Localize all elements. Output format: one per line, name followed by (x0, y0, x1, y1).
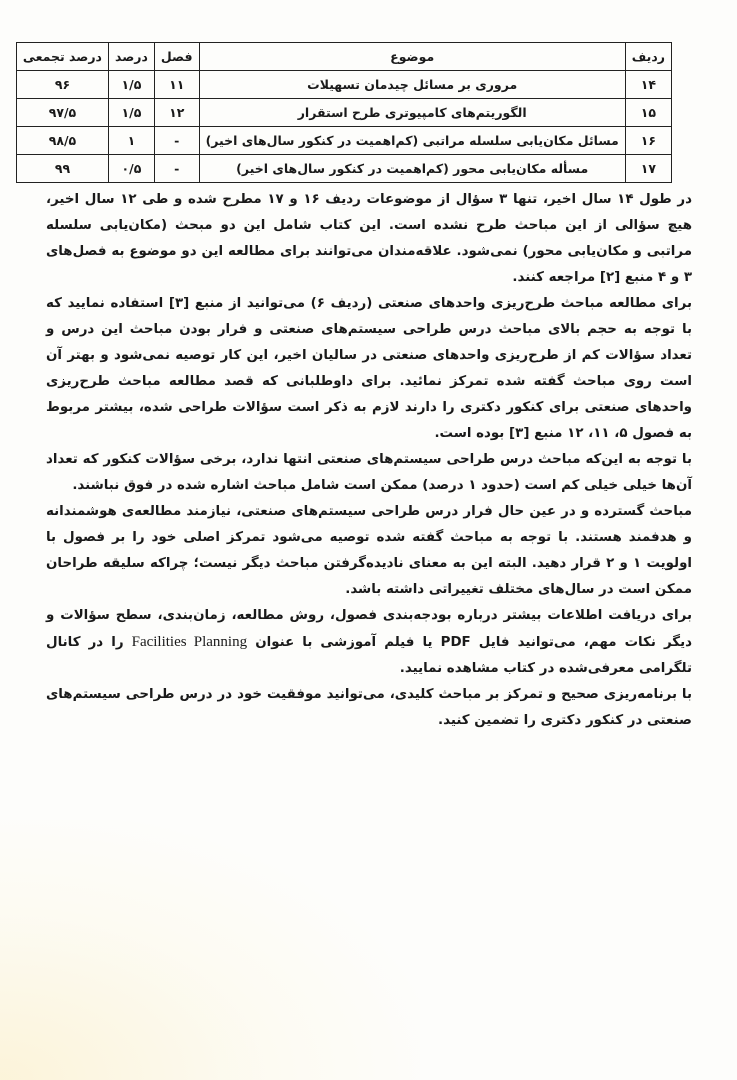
paragraph-conclusion: با برنامه‌ریزی صحیح و تمرکز بر مباحث کلیدی، می‌توانید موفقیت خود در درس طراحی سیستم‌های صنعتی در کنکور دکتری را تضمین کنید. (46, 687, 692, 728)
paragraph-facility-planning-source: برای مطالعه مباحث طرح‌ریزی واحدهای صنعتی (ردیف ۶) می‌توانید از منبع [۳] استفاده نمایید که با توجه به حجم بالای مباحث درس طراحی سیستم‌های صنعتی و فرار بودن مباحث این درس و تعداد سؤالات کم از طرح‌ریزی واحدهای صنعتی در سالیان اخیر، این کار توصیه نمی‌شود و بهتر آن است روی مباحث گفته شده تمرکز نمائید. برای داوطلبانی که قصد مطالعه مباحث طرح‌ریزی واحدهای صنعتی برای کنکور دکتری را دارند لازم به ذکر است سؤالات طراحی شده، بیشتر مربوط به فصول ۵، ۱۱، ۱۲ منبع [۳] بوده است. (46, 296, 692, 441)
cell-cumulative-percent: ۹۶ (16, 71, 108, 99)
facilities-planning-title: Facilities Planning (131, 634, 248, 650)
paragraph-study-priority: مباحث گسترده و در عین حال فرار درس طراحی سیستم‌های صنعتی، نیازمند مطالعه‌ی هوشمندانه و هدفمند هستند. با توجه به مباحث گفته شده توصیه می‌شود تمرکز اصلی خود را بر فصول با اولویت ۱ و ۲ قرار دهید. البته این به معنای نادیده‌گرفتن مباحث دیگر نیست؛ چراکه سلیقه طراحان ممکن است در سال‌های مختلف تغییراتی داشته باشد. (46, 504, 692, 597)
cell-cumulative-percent: ۹۷/۵ (16, 99, 108, 127)
cell-percent: ۱/۵ (108, 99, 154, 127)
paragraph-uncovered-questions: با توجه به این‌که مباحث درس طراحی سیستم‌های صنعتی انتها ندارد، برخی سؤالات کنکور که تعداد آن‌ها خیلی خیلی کم است (حدود ۱ درصد) ممکن است شامل مباحث اشاره شده در فوق نباشند. (46, 452, 692, 493)
cell-topic: مسأله مکان‌یابی محور (کم‌اهمیت در کنکور سال‌های اخیر) (199, 155, 625, 183)
cell-cumulative-percent: ۹۹ (16, 155, 108, 183)
table-header-row (16, 43, 671, 71)
header-percent: درصد (108, 43, 154, 71)
paper-tint (0, 820, 420, 1080)
header-cumulative-percent: درصد تجمعی (16, 43, 108, 71)
topics-table (16, 42, 672, 183)
table-row (16, 127, 671, 155)
cell-row-number: ۱۷ (625, 155, 671, 183)
more-info-text-before: برای دریافت اطلاعات بیشتر درباره بودجه‌بندی فصول، روش مطالعه، زمان‌بندی، سطح سؤالات و دیگر نکات مهم، می‌توانید فایل PDF یا فیلم آموزشی با عنوان (46, 608, 692, 650)
cell-row-number: ۱۴ (625, 71, 671, 99)
document-page (22, 42, 692, 734)
cell-topic: مروری بر مسائل چیدمان تسهیلات (199, 71, 625, 99)
cell-topic: الگوریتم‌های کامپیوتری طرح استقرار (199, 99, 625, 127)
cell-row-number: ۱۵ (625, 99, 671, 127)
cell-percent: ۱/۵ (108, 71, 154, 99)
cell-chapter: ۱۲ (154, 99, 199, 127)
header-chapter: فصل (154, 43, 199, 71)
cell-percent: ۱ (108, 127, 154, 155)
table-row (16, 155, 671, 183)
table-row (16, 71, 671, 99)
header-row-number: ردیف (625, 43, 671, 71)
cell-cumulative-percent: ۹۸/۵ (16, 127, 108, 155)
cell-percent: ۰/۵ (108, 155, 154, 183)
cell-chapter: ۱۱ (154, 71, 199, 99)
more-info-text-after: را در کانال تلگرامی معرفی‌شده در کتاب مشاهده نمایید. (46, 635, 692, 676)
cell-chapter: - (154, 155, 199, 183)
cell-row-number: ۱۶ (625, 127, 671, 155)
paragraph-excluded-topics: در طول ۱۴ سال اخیر، تنها ۳ سؤال از موضوعات ردیف ۱۶ و ۱۷ مطرح شده و طی ۱۲ سال اخیر، هیچ سؤالی از این مباحث طرح نشده است. این کتاب شامل این دو مبحث (مکان‌یابی سلسله مراتبی و مکان‌یابی محور) نمی‌شود. علاقه‌مندان می‌توانند برای مطالعه این دو موضوع به فصل‌های ۳ و ۴ منبع [۲] مراجعه کنند. (46, 192, 692, 285)
table-row (16, 99, 671, 127)
header-topic: موضوع (199, 43, 625, 71)
cell-topic: مسائل مکان‌یابی سلسله مراتبی (کم‌اهمیت در کنکور سال‌های اخیر) (199, 127, 625, 155)
cell-chapter: - (154, 127, 199, 155)
paragraph-more-info (46, 603, 692, 682)
